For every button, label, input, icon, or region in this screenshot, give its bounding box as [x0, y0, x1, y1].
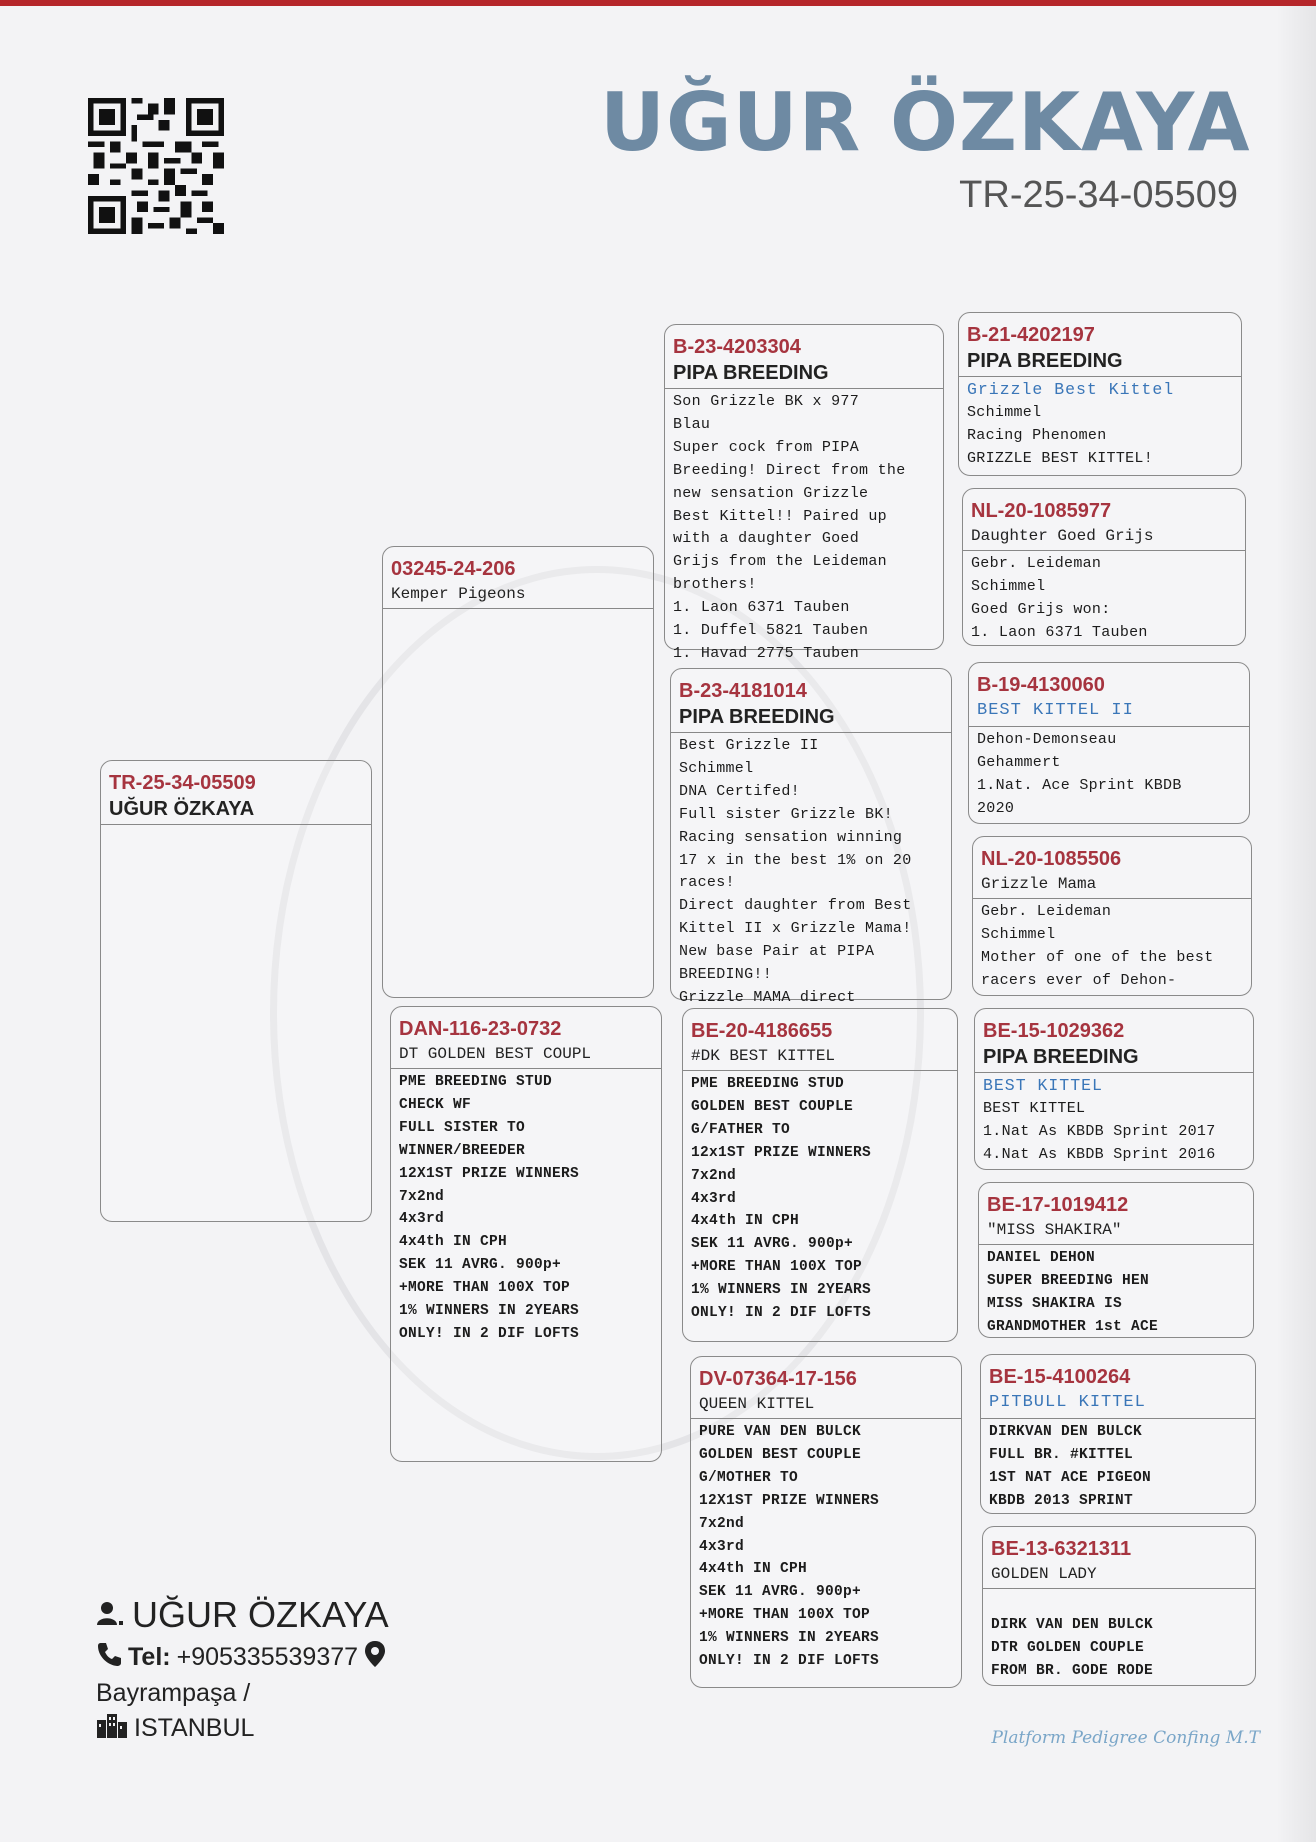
note-line: PME BREEDING STUD	[691, 1076, 845, 1092]
note-line: Best Kittel!! Paired up	[673, 507, 887, 525]
note-line: Schimmel	[679, 759, 754, 777]
note-line: 12X1ST PRIZE WINNERS	[699, 1492, 880, 1509]
card-divider	[983, 1588, 1255, 1589]
note-line: 2020	[977, 799, 1015, 817]
card-ring-number: TR-25-34-05509	[109, 772, 256, 794]
note-line: Kittel II x Grizzle Mama!	[679, 920, 912, 938]
subject-card	[100, 760, 372, 1222]
note-line: CHECK WF	[399, 1096, 472, 1113]
card-divider	[959, 376, 1241, 377]
card-name: QUEEN KITTEL	[699, 1395, 815, 1413]
card-ring-number: BE-15-4100264	[989, 1366, 1131, 1388]
note-line: 7x2nd	[399, 1188, 445, 1205]
note-line: ONLY! IN 2 DIF LOFTS	[399, 1325, 580, 1342]
card-divider	[383, 608, 653, 609]
note-line: Gebr. Leideman	[971, 555, 1102, 572]
great-grandparent-card	[978, 1182, 1254, 1338]
card-name: "MISS SHAKIRA"	[987, 1221, 1122, 1239]
card-divider	[683, 1070, 957, 1071]
note-line: Schimmel	[981, 925, 1056, 943]
card-name: Grizzle Mama	[981, 875, 1097, 893]
note-line: 17 x in the best 1% on 20	[679, 851, 912, 869]
great-grandparent-card	[972, 836, 1252, 996]
great-grandparent-card	[980, 1354, 1256, 1514]
note-line: 1. Havad 2775 Tauben	[673, 644, 860, 662]
person-icon	[96, 1594, 124, 1636]
card-name: PIPA BREEDING	[673, 362, 829, 384]
card-ring-number: NL-20-1085506	[981, 848, 1122, 870]
note-line: Racing sensation winning	[679, 828, 903, 846]
note-line: DIRK VAN DEN BULCK	[991, 1616, 1154, 1633]
card-divider	[691, 1418, 961, 1419]
card-name: Kemper Pigeons	[391, 585, 526, 603]
card-ring-number: 03245-24-206	[391, 558, 516, 580]
card-divider	[969, 726, 1249, 727]
card-ring-number: B-19-4130060	[977, 674, 1105, 696]
card-notes	[969, 729, 1249, 821]
note-line: 7x2nd	[691, 1167, 737, 1184]
card-name: UĞUR ÖZKAYA	[109, 798, 255, 820]
card-divider	[979, 1244, 1253, 1245]
card-notes	[973, 901, 1251, 993]
grandparent-card	[664, 324, 944, 662]
note-line: 7x2nd	[699, 1515, 745, 1532]
note-line: G/MOTHER TO	[699, 1469, 799, 1486]
card-ring-number: DV-07364-17-156	[699, 1368, 857, 1390]
card-divider	[973, 898, 1251, 899]
card-ring-number: BE-17-1019412	[987, 1194, 1129, 1216]
qr-code-icon	[88, 98, 224, 234]
note-line: DANIEL DEHON	[987, 1250, 1096, 1266]
note-line: KBDB 2013 SPRINT	[989, 1492, 1134, 1509]
note-line: Blau	[673, 415, 711, 433]
great-grandparent-card	[962, 488, 1246, 646]
note-line: GRANDMOTHER 1st ACE	[987, 1318, 1159, 1335]
great-grandparent-card	[982, 1526, 1256, 1686]
note-line: 1% WINNERS IN 2YEARS	[699, 1630, 880, 1647]
note-line: Schimmel	[967, 403, 1042, 421]
note-line: SEK 11 AVRG. 900p+	[691, 1236, 854, 1253]
card-ring-number: BE-15-1029362	[983, 1020, 1125, 1042]
card-name: DT GOLDEN BEST COUPL	[399, 1045, 592, 1063]
note-line: BREEDING!!	[679, 966, 773, 984]
card-notes	[671, 735, 951, 1010]
note-line: Breeding! Direct from the	[673, 461, 906, 479]
card-notes	[975, 1075, 1253, 1167]
contact-block	[96, 1594, 389, 1745]
note-line: FULL SISTER TO	[399, 1119, 526, 1136]
card-ring-number: BE-20-4186655	[691, 1020, 833, 1042]
note-line: 4x4th IN CPH	[691, 1213, 800, 1230]
great-grandparent-card	[968, 662, 1250, 824]
note-line: +MORE THAN 100X TOP	[699, 1607, 871, 1624]
note-line: Gehammert	[977, 753, 1061, 771]
note-line: Grizzle Best Kittel	[967, 380, 1175, 399]
card-divider	[391, 1068, 661, 1069]
note-line: Racing Phenomen	[967, 426, 1107, 444]
note-line: FROM BR. GODE RODE	[991, 1662, 1154, 1679]
note-line: 4.Nat As KBDB Sprint 2016	[983, 1145, 1216, 1163]
note-line: 1% WINNERS IN 2YEARS	[691, 1282, 872, 1299]
card-name: #DK BEST KITTEL	[691, 1047, 836, 1065]
great-grandparent-card	[958, 312, 1242, 476]
note-line: FULL BR. #KITTEL	[989, 1446, 1134, 1463]
card-notes	[691, 1421, 961, 1673]
card-ring-number: BE-13-6321311	[991, 1538, 1132, 1560]
note-line: DIRKVAN DEN BULCK	[989, 1424, 1143, 1440]
note-line: Schimmel	[971, 577, 1046, 595]
note-line: Goed Grijs won:	[971, 600, 1111, 618]
note-line: 4x3rd	[691, 1190, 737, 1207]
note-line: Full sister Grizzle BK!	[679, 805, 893, 823]
grandparent-card	[682, 1008, 958, 1342]
note-line: 1.Nat As KBDB Sprint 2017	[983, 1122, 1216, 1140]
note-line: 1% WINNERS IN 2YEARS	[399, 1303, 580, 1320]
phone-label: Tel:	[128, 1643, 171, 1671]
note-line: +MORE THAN 100X TOP	[691, 1259, 863, 1276]
card-divider	[963, 550, 1245, 551]
note-line: BEST KITTEL	[983, 1076, 1103, 1095]
dam-card	[390, 1006, 662, 1462]
card-ring-number: DAN-116-23-0732	[399, 1018, 562, 1040]
note-line: ONLY! IN 2 DIF LOFTS	[691, 1305, 872, 1322]
note-line: BEST KITTEL	[983, 1099, 1086, 1117]
contact-city: ISTANBUL	[134, 1714, 255, 1742]
note-line: GOLDEN BEST COUPLE	[691, 1098, 854, 1115]
note-line: GOLDEN BEST COUPLE	[699, 1446, 862, 1463]
note-line: New base Pair at PIPA	[679, 943, 875, 961]
note-line: 1. Duffel 5821 Tauben	[673, 622, 869, 640]
phone-number[interactable]: +905335539377	[176, 1643, 359, 1671]
pedigree-sheet	[0, 6, 1316, 1842]
card-ring-number: B-23-4203304	[673, 336, 801, 358]
note-line: WINNER/BREEDER	[399, 1142, 526, 1159]
contact-phone-row	[96, 1640, 389, 1675]
note-line: MISS SHAKIRA IS	[987, 1295, 1123, 1312]
note-line: 4x3rd	[699, 1538, 745, 1555]
owner-title: UĞUR ÖZKAYA	[600, 76, 1251, 169]
note-line: 4x4th IN CPH	[399, 1234, 508, 1251]
card-name: GOLDEN LADY	[991, 1565, 1097, 1583]
card-name: PITBULL KITTEL	[989, 1393, 1146, 1412]
note-line: DTR GOLDEN COUPLE	[991, 1639, 1145, 1656]
card-notes	[963, 553, 1245, 645]
note-line: Gebr. Leideman	[981, 903, 1112, 920]
card-notes	[683, 1073, 957, 1325]
card-name: BEST KITTEL II	[977, 701, 1134, 720]
note-line: SEK 11 AVRG. 900p+	[699, 1584, 862, 1601]
note-line: 4x4th IN CPH	[699, 1561, 808, 1578]
contact-city-row	[96, 1712, 389, 1745]
note-line: 1. Laon 6371 Tauben	[673, 599, 850, 617]
note-line: new sensation Grizzle	[673, 484, 869, 502]
card-name: Daughter Goed Grijs	[971, 527, 1154, 545]
card-notes	[979, 1247, 1253, 1339]
contact-district-row	[96, 1679, 389, 1708]
note-line: 12X1ST PRIZE WINNERS	[399, 1165, 580, 1182]
note-line: 1. Laon 6371 Tauben	[971, 623, 1148, 641]
card-notes	[983, 1591, 1255, 1683]
note-line: Grijs from the Leideman	[673, 553, 887, 571]
page-shadow	[1276, 6, 1316, 1842]
card-divider	[975, 1072, 1253, 1073]
city-icon	[96, 1712, 128, 1745]
card-ring-number: B-21-4202197	[967, 324, 1095, 346]
card-name: PIPA BREEDING	[967, 350, 1123, 372]
note-line: Son Grizzle BK x 977	[673, 393, 860, 410]
great-grandparent-card	[974, 1008, 1254, 1170]
card-ring-number: NL-20-1085977	[971, 500, 1112, 522]
card-notes	[959, 379, 1241, 471]
note-line: ONLY! IN 2 DIF LOFTS	[699, 1653, 880, 1670]
note-line: with a daughter Goed	[673, 530, 860, 548]
note-line: Dehon-Demonseau	[977, 731, 1117, 748]
contact-name: UĞUR ÖZKAYA	[132, 1594, 389, 1635]
phone-icon	[96, 1641, 122, 1674]
card-name: PIPA BREEDING	[983, 1046, 1139, 1068]
note-line: SEK 11 AVRG. 900p+	[399, 1257, 562, 1274]
note-line: G/FATHER TO	[691, 1121, 791, 1138]
note-line: brothers!	[673, 576, 757, 594]
note-line: Best Grizzle II	[679, 737, 819, 754]
contact-district: Bayrampaşa /	[96, 1679, 251, 1707]
note-line: 4x3rd	[399, 1211, 445, 1228]
note-line: racers ever of Dehon-	[981, 971, 1177, 989]
card-notes	[391, 1071, 661, 1346]
sire-card	[382, 546, 654, 998]
card-divider	[665, 388, 943, 389]
note-line: PME BREEDING STUD	[399, 1074, 553, 1090]
note-line: GRIZZLE BEST KITTEL!	[967, 449, 1154, 467]
grandparent-card	[670, 668, 952, 1006]
note-line: DNA Certifed!	[679, 782, 800, 800]
note-line: PURE VAN DEN BULCK	[699, 1424, 862, 1440]
card-divider	[981, 1418, 1255, 1419]
note-line: races!	[679, 874, 735, 892]
note-line: Direct daughter from Best	[679, 897, 912, 915]
grandparent-card	[690, 1356, 962, 1688]
note-line: +MORE THAN 100X TOP	[399, 1280, 571, 1297]
footer-credit: Platform Pedigree Confing M.T	[991, 1728, 1260, 1748]
card-name: PIPA BREEDING	[679, 706, 835, 728]
note-line: SUPER BREEDING HEN	[987, 1272, 1150, 1289]
contact-name-row	[96, 1594, 389, 1636]
owner-ring-number: TR-25-34-05509	[959, 174, 1238, 216]
note-line: Mother of one of the best	[981, 948, 1214, 966]
note-line: 12x1ST PRIZE WINNERS	[691, 1144, 872, 1161]
card-ring-number: B-23-4181014	[679, 680, 807, 702]
note-line: Super cock from PIPA	[673, 438, 860, 456]
card-notes	[981, 1421, 1255, 1513]
card-divider	[101, 824, 371, 825]
card-divider	[671, 732, 951, 733]
card-notes	[665, 391, 943, 666]
note-line: 1ST NAT ACE PIGEON	[989, 1469, 1152, 1486]
note-line: 1.Nat. Ace Sprint KBDB	[977, 776, 1182, 794]
note-line: Grizzle MAMA direct	[679, 988, 856, 1006]
note-line	[991, 1591, 1247, 1614]
location-pin-icon	[364, 1640, 386, 1675]
